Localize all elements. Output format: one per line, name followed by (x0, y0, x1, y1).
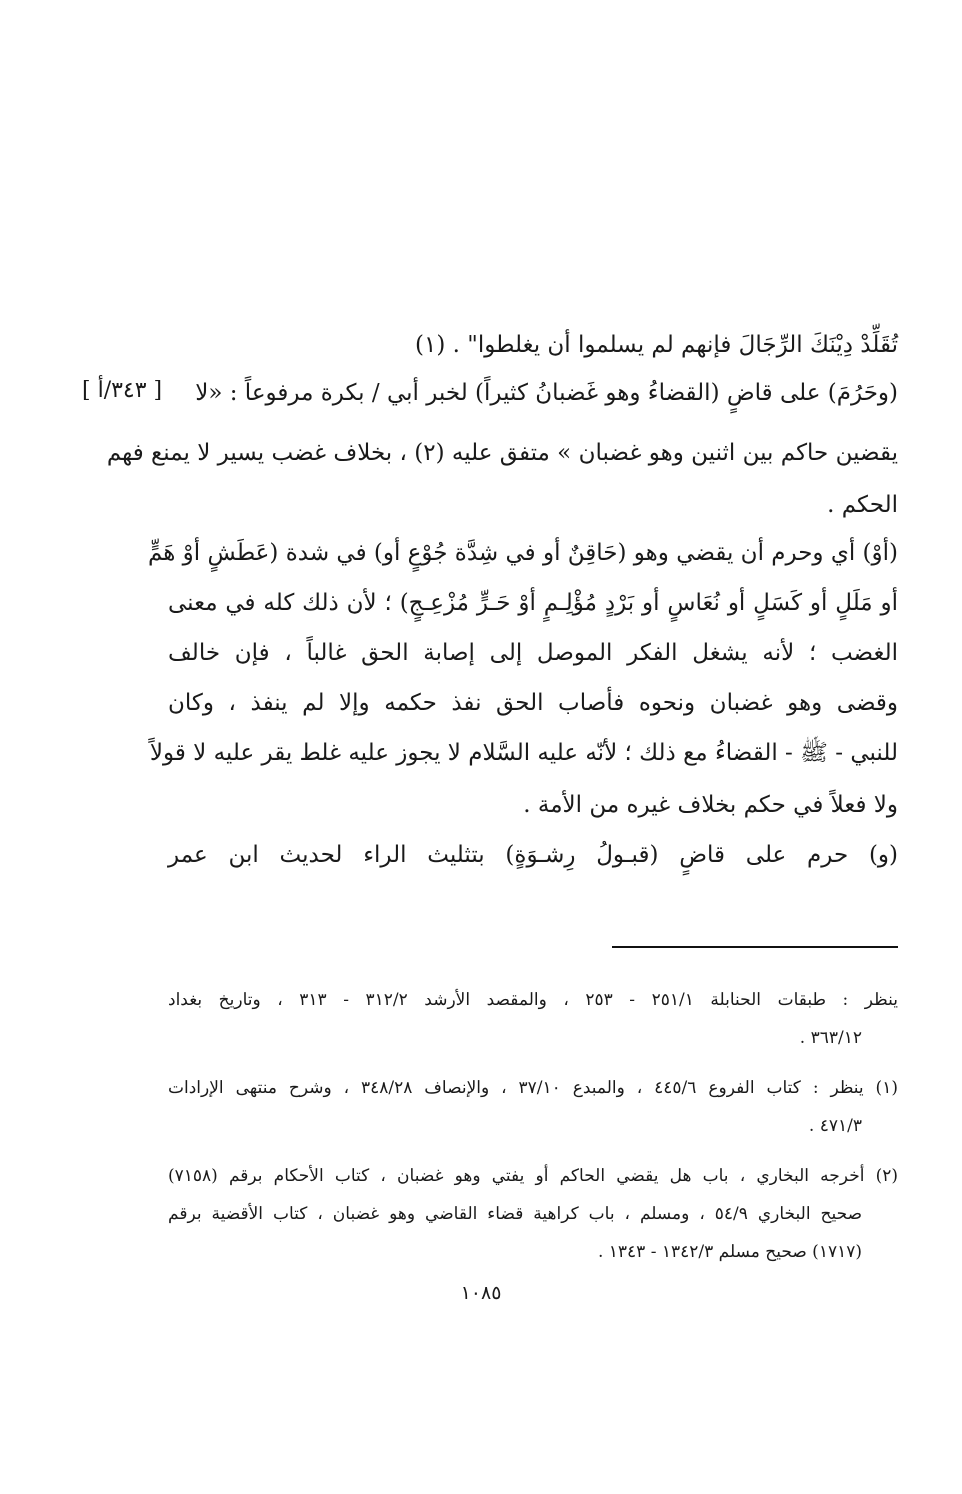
body-line-4: الحكم . (827, 492, 898, 518)
page-number: ١٠٨٥ (460, 1282, 502, 1304)
footnote-line-6: صحيح البخاري ٥٤/٩ ، ومسلم ، باب كراهية قضاء القاضي وهو غضبان ، كتاب الأقضية برقم (168, 1204, 863, 1224)
footnote-line-5: (٢) أخرجه البخاري ، باب هل يقضي الحاكم أو يفتي وهو غضبان ، كتاب الأحكام برقم (٧١٥٨) (168, 1166, 898, 1186)
footnote-line-2: ٣٦٣/١٢ . (799, 1028, 862, 1048)
footnote-line-1: ينظر : طبقات الحنابلة ٢٥١/١ - ٢٥٣ ، والمقصد الأرشد ٣١٢/٢ - ٣١٣ ، وتاريخ بغداد (168, 990, 898, 1010)
body-line-10: ولا فعلاً في حكم بخلاف غيره من الأمة . (523, 792, 898, 818)
body-line-7: الغضب ؛ لأنه يشغل الفكر الموصل إلى إصابة الحق غالباً ، فإن خالف (168, 640, 898, 666)
body-line-2: (وحَرُمَ) على قاضٍ (القضاءُ وهو غَضبانُ كثيراً) لخبر أبي / بكرة مرفوعاً : «لا (195, 380, 898, 406)
body-line-1: تُقَلِّدْ دِيْنَكَ الرِّجَالَ فإنهم لم يسلموا أن يغلطوا" . (١) (415, 332, 898, 358)
body-line-3: يقضين حاكم بين اثنين وهو غضبان » متفق عليه (٢) ، بخلاف غضب يسير لا يمنع فهم (106, 440, 898, 466)
footnote-line-7: (١٧١٧) صحيح مسلم ١٣٤٢/٣ - ١٣٤٣ . (597, 1242, 862, 1262)
body-line-9: للنبي - ﷺ - القضاءُ مع ذلك ؛ لأنّه عليه السَّلام لا يجوز عليه غلط يقر عليه لا قولاً (149, 740, 898, 766)
footnote-line-3: (١) ينظر : كتاب الفروع ٤٤٥/٦ ، والمبدع ٣٧/١٠ ، والإنصاف ٣٤٨/٢٨ ، وشرح منتهى الإرادات (168, 1078, 898, 1098)
footnote-line-4: ٤٧١/٣ . (808, 1116, 862, 1136)
margin-reference: [ ٣٤٣/أ ] (82, 378, 163, 403)
body-line-5: (أوْ) أي وحرم أن يقضي وهو (حَاقِنٌ أو في شِدَّة جُوْعٍ أو) في شدة (عَطَشٍ أوْ هَمٍّ (147, 540, 898, 566)
body-line-11: (و) حرم على قاضٍ (قبـولُ رِشـوَةٍ) بتثليث الراء لحديث ابن عمر (168, 842, 898, 868)
body-line-8: وقضى وهو غضبان ونحوه فأصاب الحق نفذ حكمه وإلا لم ينفذ ، وكان (168, 690, 898, 716)
body-line-6: أو مَلَلٍ أو كَسَلٍ أو نُعَاسٍ أو بَرْدٍ مُؤْلِـمٍ أوْ حَـرٍّ مُزْعِـجٍ) ؛ لأن ذلك كله في معنى (168, 590, 898, 616)
footnote-separator (612, 946, 898, 948)
